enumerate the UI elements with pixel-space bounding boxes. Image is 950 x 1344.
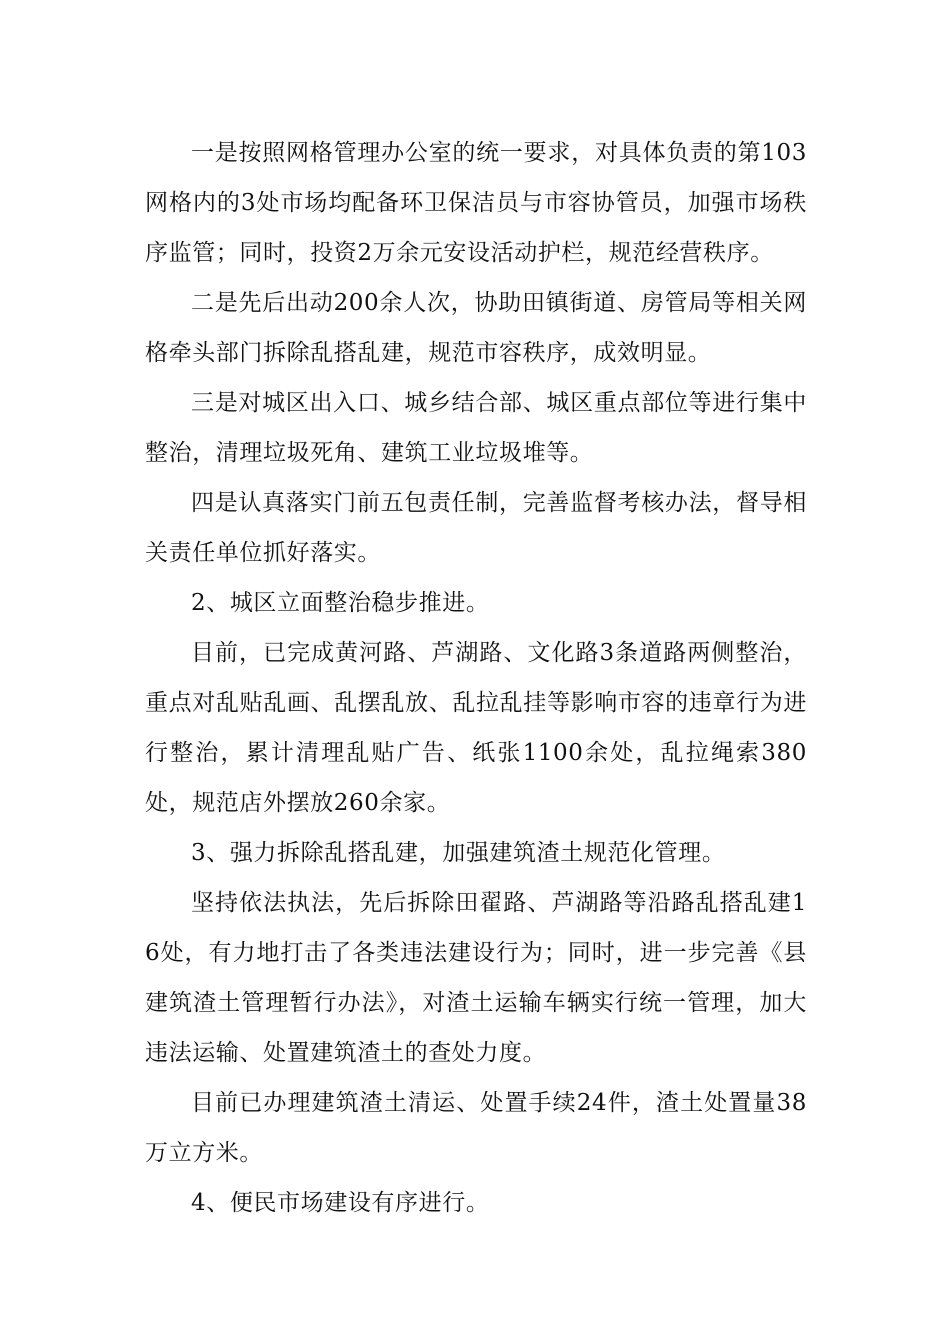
section-heading-4: 4、便民市场建设有序进行。 [191,1190,490,1216]
section-heading-2: 2、城区立面整治稳步推进。 [191,590,490,616]
paragraph-6: 目前，已完成黄河路、芦湖路、文化路3条道路两侧整治，重点对乱贴乱画、乱摆乱放、乱拉乱挂等影响市容的违章行为进行整治，累计清理乱贴广告、纸张1100余处，乱拉绳索380处，规范店外摆放260余家。 [145,640,807,816]
paragraph-3: 三是对城区出入口、城乡结合部、城区重点部位等进行集中整治，清理垃圾死角、建筑工业垃圾堆等。 [145,390,807,466]
paragraph-9: 目前已办理建筑渣土清运、处置手续24件，渣土处置量38万立方米。 [145,1090,807,1166]
paragraph-8: 坚持依法执法，先后拆除田翟路、芦湖路等沿路乱搭乱建16处，有力地打击了各类违法建设行为；同时，进一步完善《县建筑渣土管理暂行办法》，对渣土运输车辆实行统一管理，加大违法运输、处置建筑渣土的查处力度。 [145,890,807,1066]
document-body [145,128,807,1228]
paragraph-1: 一是按照网格管理办公室的统一要求，对具体负责的第103网格内的3处市场均配备环卫保洁员与市容协管员，加强市场秩序监管；同时，投资2万余元安设活动护栏，规范经营秩序。 [145,140,807,266]
paragraph-2: 二是先后出动200余人次，协助田镇街道、房管局等相关网格牵头部门拆除乱搭乱建，规范市容秩序，成效明显。 [145,290,807,366]
paragraph-4: 四是认真落实门前五包责任制，完善监督考核办法，督导相关责任单位抓好落实。 [145,490,807,566]
section-heading-3: 3、强力拆除乱搭乱建，加强建筑渣土规范化管理。 [191,840,726,866]
